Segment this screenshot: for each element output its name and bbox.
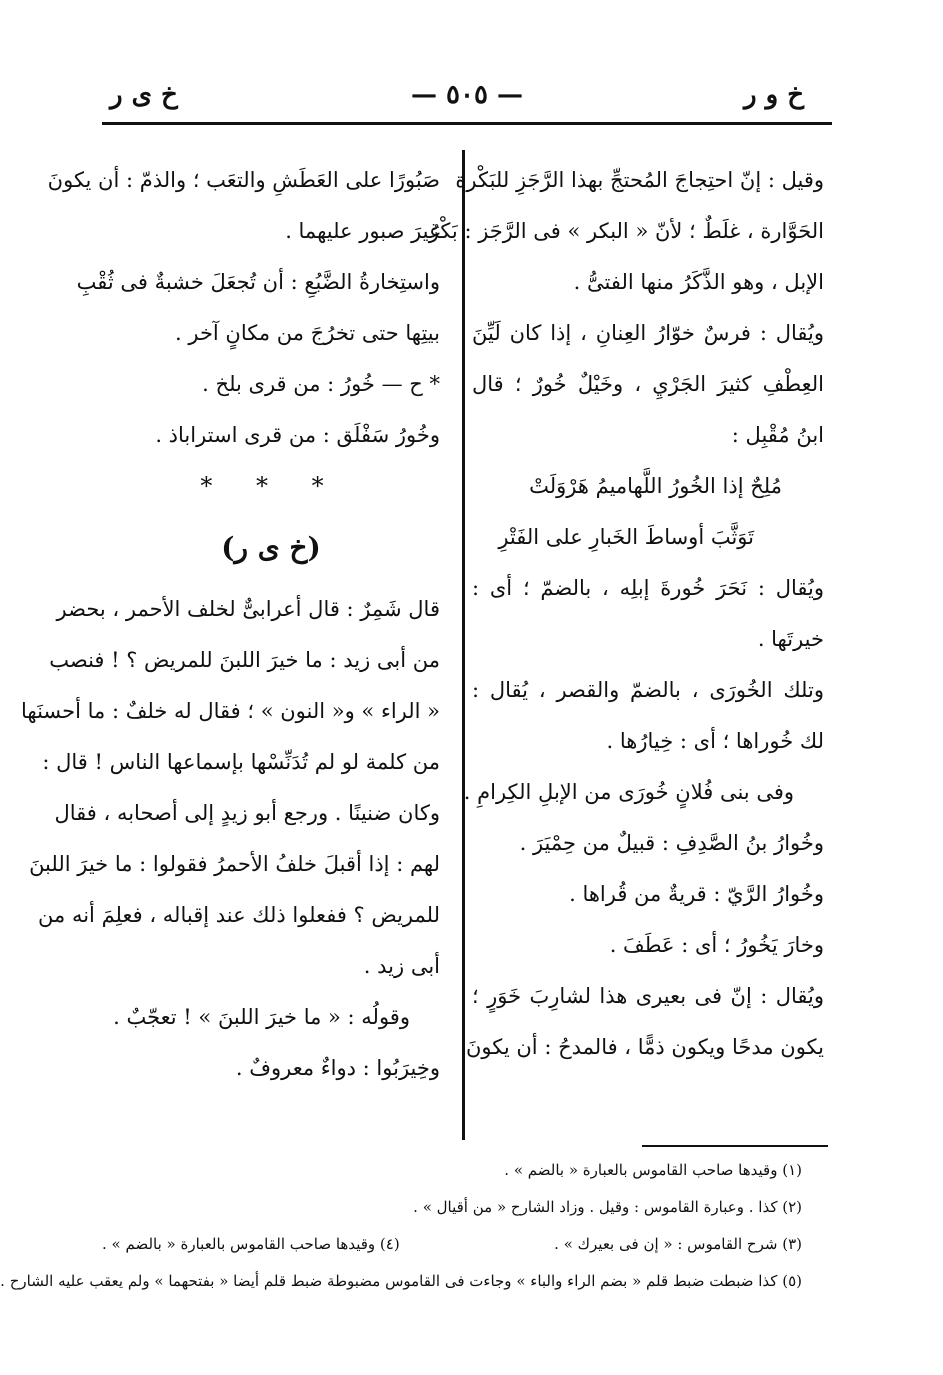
text-line: غيرَ صبور عليهما . (285, 219, 440, 243)
text-line: « الراء » و« النون » ؛ فقال له خلفٌ : ما أحسنَها (20, 699, 440, 723)
text-line: من أبى زيد : ما خيرَ اللبنَ للمريض ؟ ! فنصب (49, 648, 440, 672)
text-line: وخِيرَبُوا : دواءٌ معروفٌ . (235, 1056, 440, 1080)
footnote-1: (١) وقيدها صاحب القاموس بالعبارة « بالضم » . (504, 1161, 802, 1179)
verse-line: تَوَثَّبَ أوساطَ الخَبارِ على الفَتْرِ (498, 525, 754, 549)
text-line: وقيل : إنّ احتِجاجَ المُحتجِّ بهذا الرَّجَزِ للبَكْرة (455, 168, 824, 192)
footnote-4: (٤) وقيدها صاحب القاموس بالعبارة « بالضم » . (102, 1235, 400, 1253)
text-line: وخارَ يَخُورُ ؛ أى : عَطَفَ . (609, 933, 824, 957)
header-root-right: خ و ر (744, 80, 804, 110)
text-line: ابنُ مُقْبِل : (731, 423, 824, 447)
footnote-row (102, 1226, 802, 1263)
footnote-5: (٥) كذا ضبطت ضبط قلم « بضم الراء والباء » وجاءت فى القاموس مضبوطة ضبط قلم أيضا « بفتحهما » ولم يعقب عليه الشارح . (0, 1272, 802, 1290)
text-line: ويُقال : إنّ فى بعيرى هذا لشارِبَ خَوَرٍ ؛ (472, 984, 824, 1008)
text-line: ويُقال : فرسٌ خوّارُ العِنانِ ، إذا كان لَيِّنَ (472, 321, 824, 345)
text-line: الحَوَّارة ، غلَطٌ ؛ لأنّ « البكر » فى الرَّجَز : بَكْرُ (428, 219, 824, 243)
text-line: بيتِها حتى تخرُجَ من مكانٍ آخر . (175, 321, 440, 345)
text-line: وكان ضنينًا . ورجع أبو زيدٍ إلى أصحابه ، فقال (54, 801, 440, 825)
text-line: وخُورُ سَفْلَق : من قرى استراباذ . (155, 423, 440, 447)
page-header (102, 78, 832, 118)
verse-line: مُلِحٌ إذا الخُورُ اللَّهاميمُ هَرْوَلَتْ (529, 474, 782, 498)
entry-title: (خ ى ر) (221, 531, 321, 564)
text-line: * ح — خُورُ : من قرى بلخ . (202, 372, 440, 396)
section-separator: * * * (200, 472, 342, 500)
text-line: الإبل ، وهو الذَّكَرُ منها الفتىُّ . (573, 270, 824, 294)
column-divider (462, 150, 465, 1140)
text-line: وقولُه : « ما خيرَ اللبنَ » ! تعجّبٌ . (113, 1005, 410, 1029)
footnote-2: (٢) كذا . وعبارة القاموس : وقيل . وزاد الشارح « من أقيال » . (413, 1198, 802, 1216)
page-number: — ٥٠٥ — (410, 80, 524, 110)
text-line: وتلك الخُورَى ، بالضمّ والقصر ، يُقال : (472, 678, 824, 702)
footnote-3: (٣) شرح القاموس : « إن فى بعيرك » . (554, 1235, 802, 1253)
text-line: لك خُوراها ؛ أى : خِيارُها . (606, 729, 824, 753)
text-line: من كلمة لو لم تُدَنِّسْها بإسماعها الناس ! قال : (42, 750, 440, 774)
text-line: قال شَمِرٌ : قال أعرابىٌّ لخلف الأحمر ، بحضر (56, 597, 440, 621)
text-line: ويُقال : نَحَرَ خُورةَ إبلِه ، بالضمّ ؛ أى : (472, 576, 824, 600)
left-column (20, 155, 440, 1094)
text-line: وخُوارُ بنُ الصَّدِفِ : قبيلٌ من حِمْيَرَ . (519, 831, 824, 855)
text-line: خيرتَها . (757, 627, 824, 651)
text-line: العِطْفِ كثيرَ الجَرْيِ ، وخَيْلٌ خُورٌ ؛ قال (472, 372, 824, 396)
text-line: للمريض ؟ ففعلوا ذلك عند إقباله ، فعلِمَ أنه من (38, 903, 440, 927)
text-line: لهم : إذا أقبلَ خلفُ الأحمرُ فقولوا : ما خيرَ اللبنَ (29, 852, 440, 876)
footnote-rule (642, 1145, 828, 1147)
text-line: أبى زيد . (363, 954, 440, 978)
text-line: صَبُورًا على العَطَشِ والتعَب ؛ والذمّ : أن يكونَ (47, 168, 440, 192)
text-line: وخُوارُ الرَّيّ : قريةٌ من قُراها . (569, 882, 824, 906)
header-rule (102, 122, 832, 125)
header-root-left: خ ى ر (110, 80, 178, 110)
right-column (428, 155, 824, 1073)
footnotes (0, 1152, 802, 1300)
text-line: واستِخارةُ الضَّبُعِ : أن تُجعَلَ خشبةٌ فى ثُقْبِ (76, 270, 440, 294)
text-line: وفى بنى فُلانٍ خُورَى من الإبلِ الكِرامِ . (463, 780, 794, 804)
text-line: يكون مدحًا ويكون ذمًّا ، فالمدحُ : أن يكونَ (466, 1035, 824, 1059)
